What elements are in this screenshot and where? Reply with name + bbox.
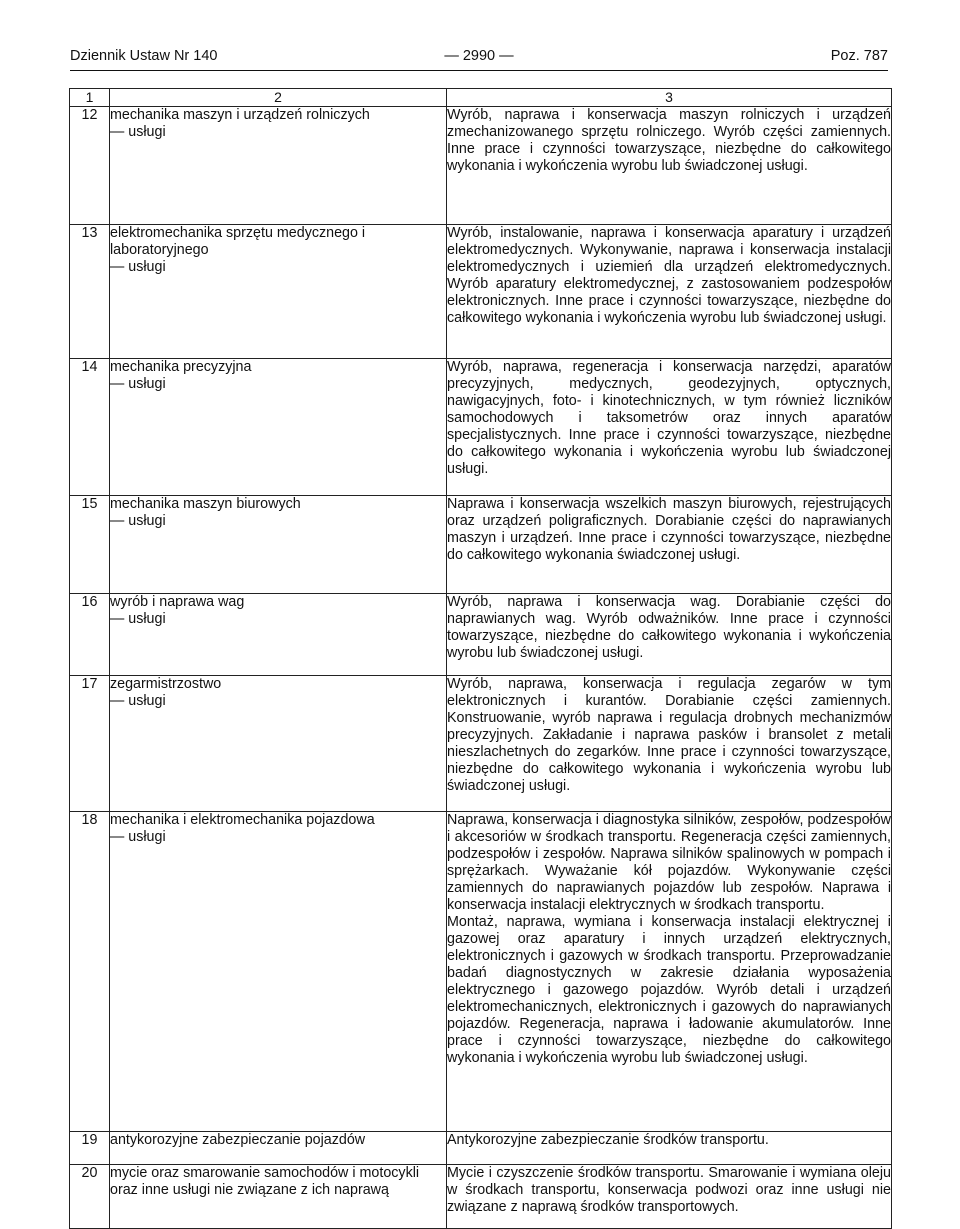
page-header — [70, 48, 888, 70]
service-label: — usługi — [110, 376, 166, 392]
row-number: 15 — [70, 496, 110, 594]
row-number: 17 — [70, 676, 110, 812]
trade-name: zegarmistrzostwo — [110, 676, 222, 692]
scope-description: Wyrób, naprawa i konserwacja wag. Dorabianie części do naprawianych wag. Wyrób odważników. Inne prace i czynności towarzyszące, niezbędne do całkowitego wykonania i wykończenia wyrobu lub świadczonej usługi. — [447, 594, 892, 676]
row-number: 18 — [70, 812, 110, 1132]
table-row — [70, 812, 892, 1132]
trade-name: wyrób i naprawa wag — [110, 594, 245, 610]
scope-description: Naprawa i konserwacja wszelkich maszyn biurowych, rejestrujących oraz urządzeń poligraficznych. Dorabianie części do naprawianych maszyn i urządzeń. Inne prace i czynności towarzyszące, niezbędne do całkowitego wykonania świadczonej usługi. — [447, 496, 892, 594]
scope-description: Wyrób, naprawa, regeneracja i konserwacja narzędzi, aparatów precyzyjnych, medycznych, geodezyjnych, optycznych, nawigacyjnych, foto- i kinotechnicznych, w tym również liczników samochodowych i taksometrów oraz innych aparatów specjalistycznych. Inne prace i czynności towarzyszące, niezbędne do całkowitego wykonania i wykończenia wyrobu lub świadczonej usługi. — [447, 359, 892, 496]
table-header-row — [70, 89, 892, 107]
row-number: 19 — [70, 1132, 110, 1165]
row-number: 12 — [70, 107, 110, 225]
service-label: — usługi — [110, 513, 166, 529]
trade-name: mycie oraz smarowanie samochodów i motocykli oraz inne usługi nie związane z ich naprawą — [110, 1165, 420, 1198]
table-row — [70, 496, 892, 594]
journal-title: Dziennik Ustaw Nr 140 — [70, 48, 218, 64]
scope-description: Wyrób, naprawa i konserwacja maszyn rolniczych i urządzeń zmechanizowanego sprzętu rolniczego. Wyrób części zamiennych. Inne prace i czynności towarzyszące, niezbędne do całkowitego wykonania i wykończenia wyrobu lub świadczonej usługi. — [447, 107, 892, 225]
trade-name: mechanika i elektromechanika pojazdowa — [110, 812, 375, 828]
scope-description: Wyrób, instalowanie, naprawa i konserwacja aparatury i urządzeń elektromedycznych. Wykonywanie, naprawa i konserwacja instalacji elektromedycznych i uziemień dla urządzeń elektromedycznych. Wyrób aparatury elektromedycznej, z zastosowaniem podzespołów elektronicznych. Inne prace i czynności towarzyszące, niezbędne do całkowitego wykonania i wykończenia wyrobu lub świadczonej usługi. — [447, 225, 892, 359]
trade-name-cell — [110, 496, 447, 594]
trade-name-cell — [110, 225, 447, 359]
trade-name: mechanika maszyn biurowych — [110, 496, 301, 512]
trade-name: mechanika precyzyjna — [110, 359, 252, 375]
table-row — [70, 1165, 892, 1229]
trade-name-cell — [110, 594, 447, 676]
table-row — [70, 1132, 892, 1165]
trade-name-cell — [110, 1165, 447, 1229]
table-row — [70, 225, 892, 359]
table-row — [70, 676, 892, 812]
services-table — [69, 88, 892, 1229]
service-label: — usługi — [110, 693, 166, 709]
trade-name: antykorozyjne zabezpieczanie pojazdów — [110, 1132, 366, 1148]
trade-name-cell — [110, 359, 447, 496]
scope-description-continued: Montaż, naprawa, wymiana i konserwacja instalacji elektrycznej i gazowej oraz aparatury i innych urządzeń elektrycznych, elektronicznych i gazowych w środkach transportu. Przeprowadzanie badań diagnostycznych w zakresie działania wyposażenia elektrycznego i gazowego pojazdów. Wyrób detali i urządzeń elektromechanicznych, elektronicznych i gazowych do naprawianych pojazdów. Regeneracja, naprawa i ładowanie akumulatorów. Inne prace i czynności towarzyszące, niezbędne do całkowitego wykonania i wykończenia wyrobu lub świadczonej usługi. — [447, 914, 891, 1066]
scope-description: Naprawa, konserwacja i diagnostyka silników, zespołów, podzespołów i akcesoriów w środkach transportu. Regeneracja części zamiennych, podzespołów i zespołów. Naprawa silników spalinowych w pompach i sprężarkach. Wyważanie kół pojazdów. Wykonywanie części zamiennych do naprawianych pojazdów lub zespołów. Naprawa i konserwacja instalacji elektrycznych w środkach transportu. — [447, 812, 891, 913]
row-number: 20 — [70, 1165, 110, 1229]
trade-name-cell — [110, 812, 447, 1132]
header-rule — [70, 70, 888, 71]
row-number: 13 — [70, 225, 110, 359]
service-label: — usługi — [110, 124, 166, 140]
position-number: Poz. 787 — [830, 48, 888, 64]
page-number: — 2990 — — [444, 48, 514, 64]
column-header: 2 — [110, 89, 447, 107]
trade-name-cell — [110, 676, 447, 812]
row-number: 16 — [70, 594, 110, 676]
trade-name: mechanika maszyn i urządzeń rolniczych — [110, 107, 370, 123]
table-row — [70, 594, 892, 676]
service-label: — usługi — [110, 829, 166, 845]
scope-description: Mycie i czyszczenie środków transportu. Smarowanie i wymiana oleju w środkach transportu, konserwacja podwozi oraz inne usługi nie związane z naprawą środków transportowych. — [447, 1165, 892, 1229]
trade-name-cell — [110, 1132, 447, 1165]
service-label: — usługi — [110, 259, 166, 275]
scope-description: Antykorozyjne zabezpieczanie środków transportu. — [447, 1132, 892, 1165]
table-row — [70, 359, 892, 496]
scope-description: Wyrób, naprawa, konserwacja i regulacja zegarów w tym elektronicznych i kurantów. Dorabianie części zamiennych. Konstruowanie, wyrób naprawa i regulacja drobnych mechanizmów precyzyjnych. Zakładanie i naprawa pasków i bransolet z metali nieszlachetnych do zegarków. Inne prace i czynności towarzyszące, niezbędne do całkowitego wykonania i wykończenia wyrobu lub świadczonej usługi. — [447, 676, 892, 812]
service-label: — usługi — [110, 611, 166, 627]
scope-description-cell — [447, 812, 892, 1132]
trade-name: elektromechanika sprzętu medycznego i laboratoryjnego — [110, 225, 366, 258]
trade-name-cell — [110, 107, 447, 225]
column-header: 3 — [447, 89, 892, 107]
row-number: 14 — [70, 359, 110, 496]
column-header: 1 — [70, 89, 110, 107]
table-row — [70, 107, 892, 225]
